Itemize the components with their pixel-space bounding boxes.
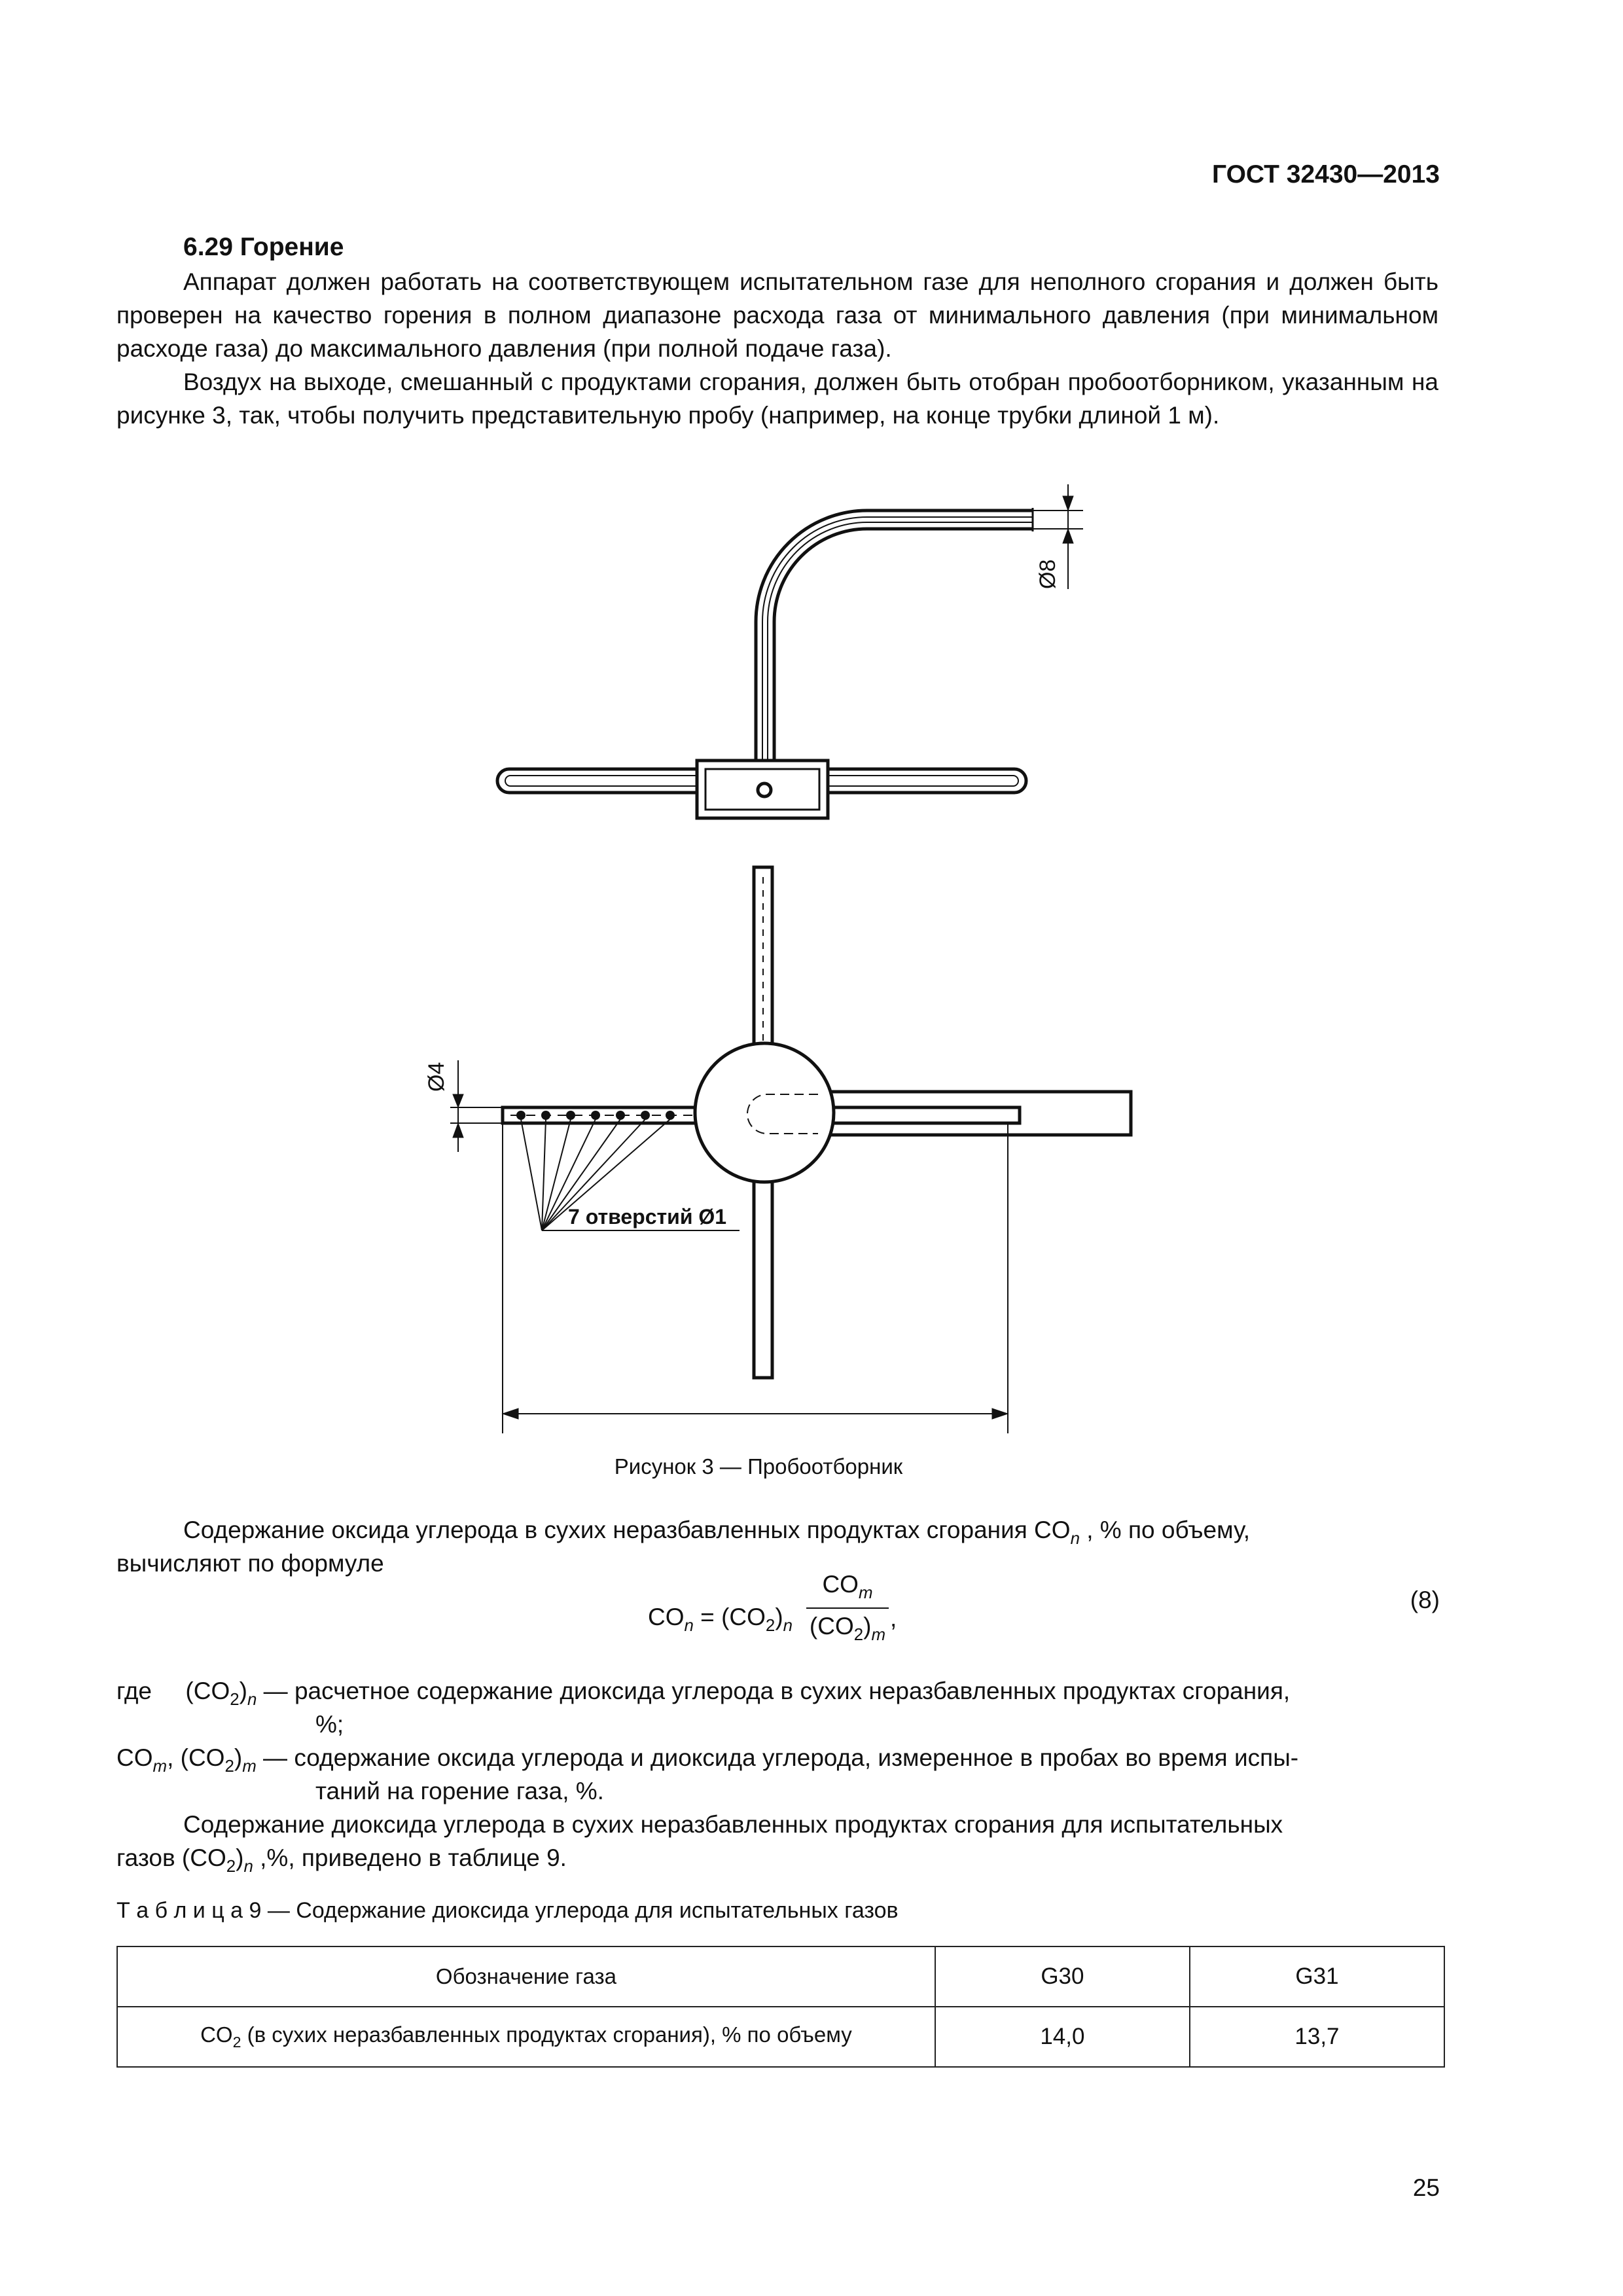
paragraph-3-continuation: вычисляют по формуле [116, 1550, 384, 1577]
table-caption: Т а б л и ц а 9 — Содержание диоксида углерода для испытательных газов [116, 1898, 899, 1923]
formula-den-sub: m [871, 1626, 886, 1645]
central-sphere [695, 1043, 834, 1182]
def2-symbol-b: , (CO [167, 1744, 225, 1771]
table-9 [116, 1946, 1445, 2068]
paragraph-3-subscript: n [1070, 1530, 1080, 1549]
formula-two: 2 [765, 1617, 776, 1636]
row-label-co: CO [200, 2022, 233, 2047]
document-id: ГОСТ 32430—2013 [1212, 160, 1440, 188]
formula-comma: , [890, 1605, 897, 1632]
elbow-tube-inner-wall [768, 522, 1033, 769]
p4-text: газов (CO [116, 1844, 226, 1871]
fraction-bar [806, 1607, 889, 1609]
def2-text: — содержание оксида углерода и диоксида углерода, измеренное в пробах во время испы- [256, 1744, 1299, 1771]
table-header-cell: G31 [1190, 1946, 1444, 2007]
elbow-tube-outer-wall [774, 529, 1033, 769]
dimension-d4-label: Ø4 [424, 1062, 449, 1092]
formula-num: CO [822, 1571, 859, 1598]
paragraph-4-continuation [116, 1841, 1438, 1884]
section-title: 6.29 Горение [183, 233, 344, 261]
formula-denominator [806, 1613, 889, 1645]
formula-lhs-sub: n [684, 1617, 694, 1636]
table-cell: 13,7 [1190, 2007, 1444, 2067]
formula-lhs: CO [648, 1604, 685, 1630]
page-number: 25 [1412, 2174, 1440, 2201]
def1-text: — расчетное содержание диоксида углерода в сухих неразбавленных продуктах сгорания, [257, 1677, 1291, 1704]
formula-num-sub: m [858, 1584, 873, 1603]
p4-end: ,%, приведено в таблице 9. [253, 1844, 567, 1871]
figure-caption: Рисунок 3 — Пробоотборник [614, 1454, 903, 1479]
def2-symbol-c: ) [234, 1744, 243, 1771]
elbow-tube-outer [756, 511, 1033, 769]
holes-label: 7 отверстий Ø1 [568, 1205, 727, 1229]
hole-dot [591, 1111, 600, 1120]
p4-subn: n [243, 1857, 253, 1876]
def1-symbol: (CO [185, 1677, 230, 1704]
def2-symbol-2: 2 [224, 1757, 234, 1776]
table-header-cell: G30 [935, 1946, 1190, 2007]
table-cell: 14,0 [935, 2007, 1190, 2067]
hole-dot [566, 1111, 575, 1120]
formula-eq: = (CO [693, 1604, 766, 1630]
def2-symbol-m: m [152, 1757, 168, 1776]
where-label: где [116, 1677, 152, 1704]
row-label-sub: 2 [232, 2034, 241, 2051]
hole-dot [616, 1111, 625, 1120]
table-header-cell: Обозначение газа [117, 1946, 935, 2007]
formula-n: n [783, 1617, 793, 1636]
table-row [117, 2007, 1444, 2067]
dimension-d8-label: Ø8 [1035, 559, 1060, 589]
def1-symbol-2: 2 [230, 1691, 240, 1710]
def2-symbol: CO [116, 1744, 153, 1771]
definition-1-cont: %; [315, 1711, 344, 1738]
formula-den: (CO [809, 1613, 854, 1640]
hole-dot [516, 1111, 526, 1120]
table-header-row [117, 1946, 1444, 2007]
paragraph-3-text-end: , % по объему, [1079, 1516, 1251, 1543]
paragraph-1: Аппарат должен работать на соответствующем испытательном газе для неполного сгорания и должен быть проверен на качество горения в полном диапазоне расхода газа от минимального давления (при минимальном расходе газа) до максимального давления (при полной подаче газа). [116, 268, 1438, 362]
formula-number: (8) [1410, 1587, 1440, 1613]
hole-dot [641, 1111, 650, 1120]
formula-den-two: 2 [853, 1626, 864, 1645]
formula-numerator [806, 1571, 889, 1603]
p4-sub2: 2 [226, 1857, 236, 1876]
def2-symbol-m2: m [242, 1757, 257, 1776]
table-row-label [117, 2007, 935, 2067]
paragraph-3-text: Содержание оксида углерода в сухих неразбавленных продуктах сгорания CO [183, 1516, 1071, 1543]
paragraph-4: Содержание диоксида углерода в сухих неразбавленных продуктах сгорания для испытательных [183, 1811, 1283, 1838]
row-label-text: (в сухих неразбавленных продуктах сгорания), % по объему [241, 2022, 852, 2047]
hole-dot [541, 1111, 550, 1120]
paragraph-2: Воздух на выходе, смешанный с продуктами сгорания, должен быть отобран пробоотборником, указанным на рисунке 3, так, чтобы получить представительную пробу (например, на конце трубки длиной 1 м). [116, 368, 1438, 429]
formula-den-close: ) [863, 1613, 872, 1640]
def1-symbol-n: n [247, 1691, 257, 1710]
hole-dot [666, 1111, 675, 1120]
definition-2-cont: таний на горение газа, %. [315, 1778, 604, 1804]
formula-8 [648, 1604, 793, 1636]
p4-close: ) [236, 1844, 244, 1871]
def1-symbol-close: ) [239, 1677, 247, 1704]
formula-close: ) [775, 1604, 783, 1630]
